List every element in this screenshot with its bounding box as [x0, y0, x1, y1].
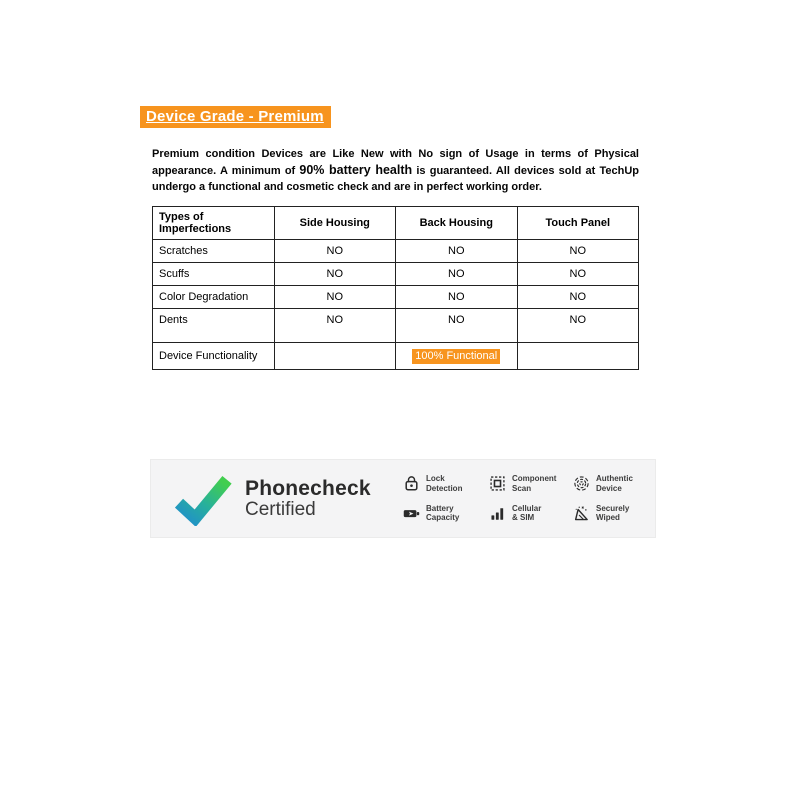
row-label: Device Functionality: [153, 343, 275, 370]
feature-authentic-device: [573, 474, 655, 494]
feature-cellular-sim: [489, 504, 573, 524]
feature-label: Authentic Device: [596, 474, 633, 493]
cell-value: [517, 343, 639, 370]
cell-value: NO: [396, 263, 518, 286]
feature-label: Securely Wiped: [596, 503, 630, 523]
feature-lock-detection: [403, 474, 489, 494]
header-row: [153, 207, 639, 240]
phonecheck-certified-panel: [150, 459, 656, 538]
table-header: [153, 207, 639, 240]
table-row-device-functionality: [153, 343, 639, 370]
lock-icon: [403, 475, 420, 492]
functional-badge: 100% Functional: [412, 349, 500, 364]
feature-label: Cellular & SIM: [512, 503, 542, 523]
phonecheck-checkmark-icon: [173, 472, 233, 526]
brand-name: Phonecheck: [245, 476, 371, 500]
imperfections-table: [152, 206, 639, 370]
cell-value: NO: [396, 286, 518, 309]
table-row-color-degradation: [153, 286, 639, 309]
cell-value: [274, 343, 396, 370]
cell-value: NO: [517, 240, 639, 263]
battery-health-text: 90% battery health: [299, 163, 413, 177]
certification-feature-grid: [403, 474, 655, 523]
cell-value: NO: [517, 263, 639, 286]
brand-subtitle: Certified: [245, 499, 316, 521]
row-label: Scratches: [153, 240, 275, 263]
feature-battery-capacity: [403, 504, 489, 524]
cell-value: NO: [274, 286, 396, 309]
phonecheck-logo-area: [173, 472, 371, 526]
table-row-dents: [153, 309, 639, 343]
fingerprint-icon: [573, 475, 590, 492]
header-types: Types of Imperfections: [153, 207, 275, 240]
feature-label: Lock Detection: [426, 474, 463, 493]
cell-value: NO: [396, 240, 518, 263]
row-label: Color Degradation: [153, 286, 275, 309]
securely-wiped-icon: [573, 505, 590, 522]
cell-value: NO: [517, 286, 639, 309]
phonecheck-wordmark: [245, 478, 371, 521]
table-row-scratches: [153, 240, 639, 263]
header-touch-panel: Touch Panel: [517, 207, 639, 240]
intro-text-1: Premium condition Devices are Like New with No sign of Usage in terms of Physical appearance. A minimum of: [152, 148, 639, 177]
intro-text-2: is guaranteed. All devices sold at TechUp undergo a functional and cosmetic check and are in perfect working order.: [152, 165, 639, 193]
cell-value: NO: [517, 309, 639, 343]
feature-label: Component Scan: [512, 474, 557, 493]
feature-label: Battery Capacity: [426, 503, 460, 523]
intro-paragraph: [152, 146, 639, 195]
feature-component-scan: [489, 474, 573, 494]
cell-value: NO: [396, 309, 518, 343]
cell-value: NO: [274, 309, 396, 343]
header-back-housing: Back Housing: [396, 207, 518, 240]
row-label: Scuffs: [153, 263, 275, 286]
feature-securely-wiped: [573, 504, 655, 524]
cellular-bars-icon: [489, 505, 506, 522]
page-title: Device Grade - Premium: [140, 106, 331, 128]
cell-value: [396, 343, 518, 370]
component-scan-icon: [489, 475, 506, 492]
cell-value: NO: [274, 263, 396, 286]
table-row-scuffs: [153, 263, 639, 286]
header-side-housing: Side Housing: [274, 207, 396, 240]
cell-value: NO: [274, 240, 396, 263]
battery-icon: [403, 505, 420, 522]
row-label: Dents: [153, 309, 275, 343]
